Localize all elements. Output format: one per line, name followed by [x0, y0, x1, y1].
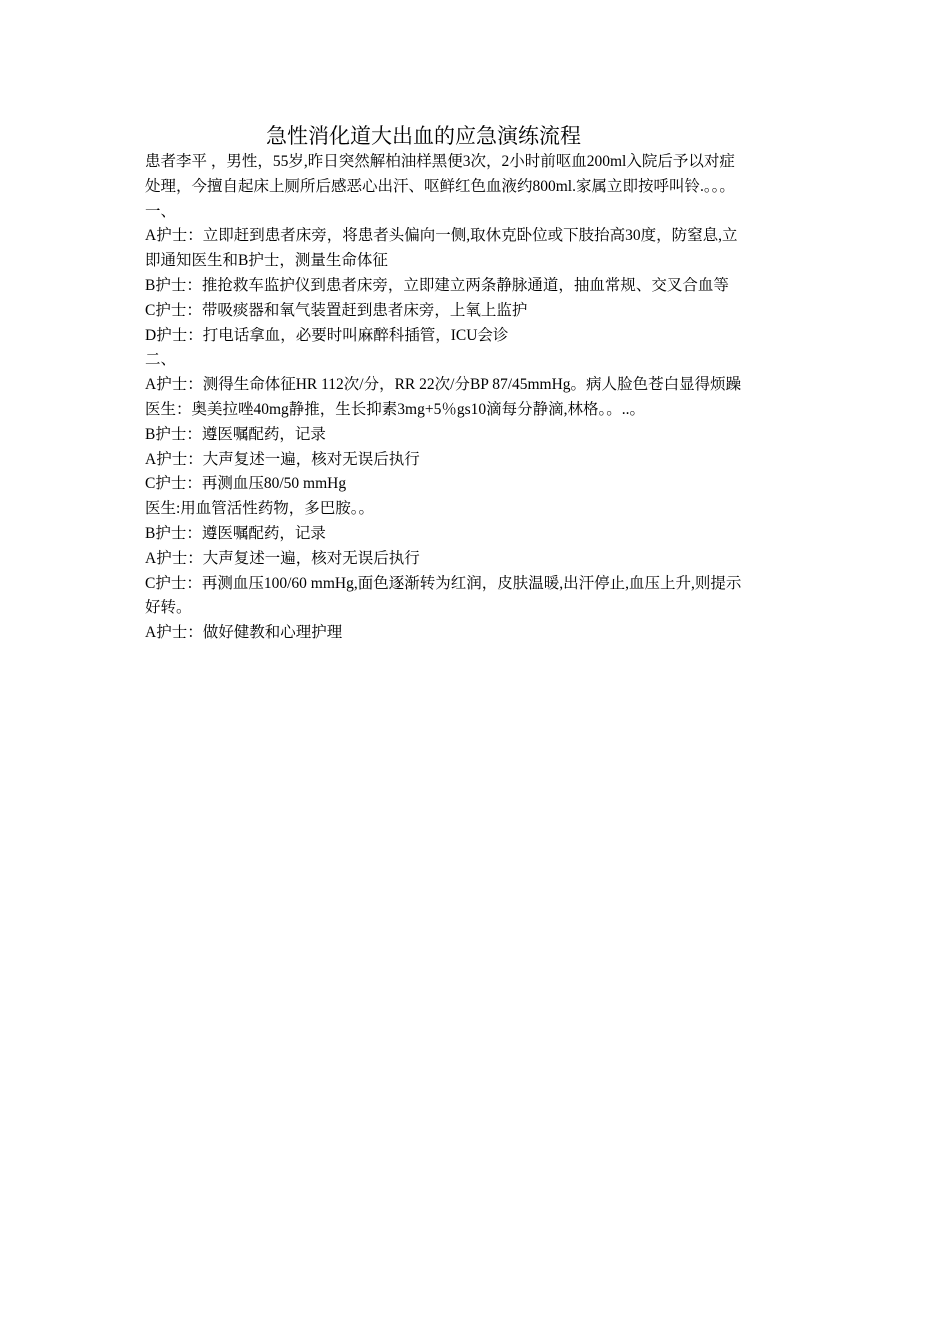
section-2-nurse-c-1: C护士：再测血压80/50 mmHg [145, 475, 347, 493]
section-1-nurse-a-line-1: A护士：立即赶到患者床旁，将患者头偏向一侧,取休克卧位或下肢抬高30度，防窒息,立 [145, 227, 738, 245]
intro-line-2: 处理，今擅自起床上厕所后感恶心出汗、呕鲜红色血液约800ml.家属立即按呼叫铃.。。。 [145, 177, 735, 195]
document-body [145, 150, 807, 646]
intro-line-1: 患者李平 ，男性，55岁,昨日突然解柏油样黑便3次，2小时前呕血200ml入院后予以对症 [145, 153, 735, 170]
section-2-doctor-order-1: 医生：奥美拉唑40mg静推，生长抑素3mg+5％gs10滴每分静滴,林格。。..。 [145, 400, 646, 418]
section-2-nurse-a-2: A护士：大声复述一遍，核对无误后执行 [145, 450, 420, 468]
section-2-marker: 二、 [145, 351, 177, 369]
document-title: 急性消化道大出血的应急演练流程 [266, 124, 581, 148]
section-1-nurse-b: B护士：推抢救车监护仪到患者床旁，立即建立两条静脉通道，抽血常规、交叉合血等 [145, 276, 729, 294]
section-2-nurse-c-2-line-2: 好转。 [145, 599, 192, 617]
section-1-nurse-c: C护士：带吸痰器和氧气装置赶到患者床旁，上氧上监护 [145, 301, 528, 319]
section-2-nurse-b-1: B护士：遵医嘱配药，记录 [145, 425, 326, 443]
section-2-nurse-a-4: A护士：做好健教和心理护理 [145, 624, 343, 642]
section-2-nurse-a-vitals: A护士：测得生命体征HR 112次/分，RR 22次/分BP 87/45mmHg。病人脸色苍白显得烦躁 [145, 376, 742, 394]
section-2-nurse-b-2: B护士：遵医嘱配药，记录 [145, 524, 326, 542]
section-2-nurse-c-2-line-1: C护士：再测血压100/60 mmHg,面色逐渐转为红润，皮肤温暖,出汗停止,血压上升,则提示 [145, 574, 742, 592]
section-1-nurse-a-line-2: 即通知医生和B护士，测量生命体征 [145, 252, 388, 270]
section-2-nurse-a-3: A护士：大声复述一遍，核对无误后执行 [145, 549, 420, 567]
section-1-marker: 一、 [145, 202, 177, 220]
section-1-nurse-d: D护士：打电话拿血，必要时叫麻醉科插管，ICU会诊 [145, 326, 509, 344]
section-2-doctor-order-2: 医生:用血管活性药物，多巴胺。。 [145, 500, 375, 518]
